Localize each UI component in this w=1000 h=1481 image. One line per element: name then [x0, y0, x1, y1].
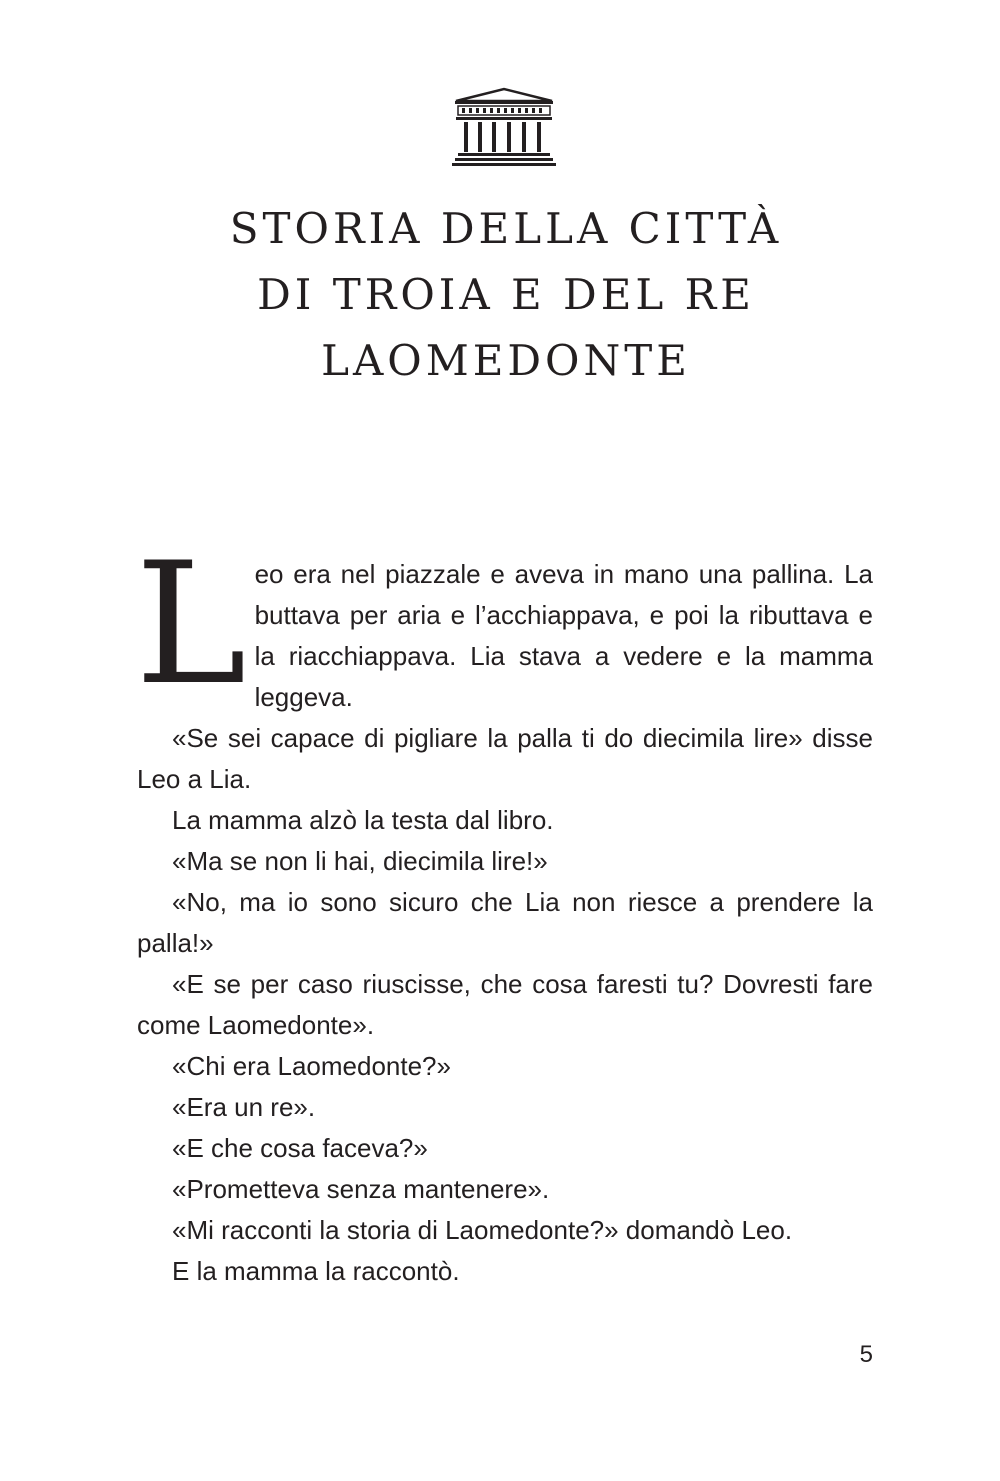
paragraph: «Prometteva senza mantenere».: [172, 1174, 550, 1204]
paragraph: «Mi racconti la storia di Laomedonte?» domandò Leo.: [172, 1215, 793, 1245]
paragraph: La mamma alzò la testa dal libro.: [172, 805, 554, 835]
page-number: 5: [859, 1341, 873, 1368]
paragraph: «E che cosa faceva?»: [172, 1133, 428, 1163]
paragraph-text: eo era nel piazzale e aveva in mano una pallina. La buttava per aria e l’acchiappava, e poi la ributtava e la riacchiappava. Lia stava a vedere e la mamma leggeva.: [254, 559, 873, 712]
paragraph: [135, 526, 873, 722]
chapter-title: [150, 196, 862, 394]
drop-cap: L: [135, 526, 247, 722]
paragraph: «Ma se non li hai, diecimila lire!»: [172, 846, 548, 876]
paragraph: «Era un re».: [172, 1092, 316, 1122]
greek-temple-icon: [452, 87, 556, 167]
chapter-title-line: DI TROIA E DEL RE: [257, 270, 755, 319]
paragraph: «E se per caso riuscisse, che cosa faresti tu? Dovresti fare come Laomedonte».: [137, 969, 873, 1040]
paragraph: E la mamma la raccontò.: [172, 1256, 460, 1286]
chapter-title-line: STORIA DELLA CITTÀ: [229, 204, 783, 253]
chapter-title-line: LAOMEDONTE: [321, 336, 691, 385]
paragraph: «Se sei capace di pigliare la palla ti do diecimila lire» disse Leo a Lia.: [137, 723, 873, 794]
chapter-body: [135, 526, 873, 1292]
paragraph: «No, ma io sono sicuro che Lia non riesce a prendere la palla!»: [137, 887, 873, 958]
paragraph: «Chi era Laomedonte?»: [172, 1051, 451, 1081]
